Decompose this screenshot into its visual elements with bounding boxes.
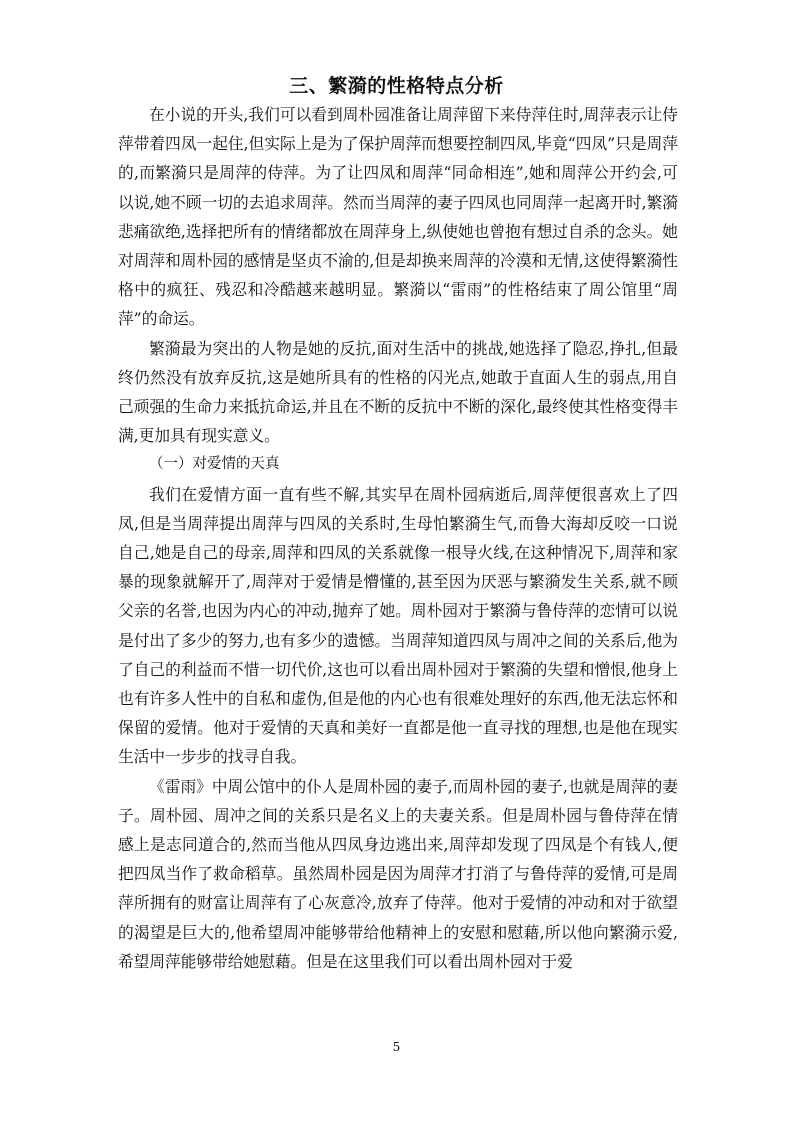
section-title: 三、繁漪的性格特点分析 <box>289 75 504 97</box>
page-number: 5 <box>392 1040 401 1054</box>
subsection-heading: （一）对爱情的天真 <box>149 456 280 473</box>
paragraph: 在小说的开头,我们可以看到周朴园准备让周萍留下来侍萍住时,周萍表示让侍萍带着四凤一起住,但实际上是为了保护周萍而想要控制四凤,毕竟“四凤”只是周萍的,而繁漪只是周萍的侍萍。为了让四凤和周萍“同命相连”,她和周萍公开约会,可以说,她不顾一切的去追求周萍。然而当周萍的妻子四凤也同周萍一起离开时,繁漪悲痛欲绝,选择把所有的情绪都放在周萍身上,纵使她也曾抱有想过自杀的念头。她对周萍和周朴园的感情是坚贞不渝的,但是却换来周萍的冷漠和无情,这使得繁漪性格中的疯狂、残忍和冷酷越来越明显。繁漪以“雷雨”的性格结束了周公馆里“周萍”的命运。 <box>118 105 678 329</box>
paragraph: 《雷雨》中周公馆中的仆人是周朴园的妻子,而周朴园的妻子,也就是周萍的妻子。周朴园、周冲之间的关系只是名义上的夫妻关系。但是周朴园与鲁侍萍在情感上是志同道合的,然而当他从四凤身边逃出来,周萍却发现了四凤是个有钱人,便把四凤当作了救命稻草。虽然周朴园是因为周萍才打消了与鲁侍萍的爱情,可是周萍所拥有的财富让周萍有了心灰意冷,放弃了侍萍。他对于爱情的冲动和对于欲望的渴望是巨大的,他希望周冲能够带给他精神上的安慰和慰藉,所以他向繁漪示爱,希望周萍能够带给她慰藉。但是在这里我们可以看出周朴园对于爱 <box>118 776 678 971</box>
paragraph: 我们在爱情方面一直有些不解,其实早在周朴园病逝后,周萍便很喜欢上了四凤,但是当周萍提出周萍与四凤的关系时,生母怕繁漪生气,而鲁大海却反咬一口说自己,她是自己的母亲,周萍和四凤的关系就像一根导火线,在这种情况下,周萍和家暴的现象就解开了,周萍对于爱情是懵懂的,甚至因为厌恶与繁漪发生关系,就不顾父亲的名誉,也因为内心的冲动,抛弃了她。周朴园对于繁漪与鲁侍萍的恋情可以说是付出了多少的努力,也有多少的遗憾。当周萍知道四凤与周冲之间的关系后,他为了自己的利益而不惜一切代价,这也可以看出周朴园对于繁漪的失望和憎恨,他身上也有许多人性中的自私和虚伪,但是他的内心也有很难处理好的东西,他无法忘怀和保留的爱情。他对于爱情的天真和美好一直都是他一直寻找的理想,也是他在现实生活中一步步的找寻自我。 <box>118 484 678 767</box>
paragraph: 繁漪最为突出的人物是她的反抗,面对生活中的挑战,她选择了隐忍,挣扎,但最终仍然没有放弃反抗,这是她所具有的性格的闪光点,她敢于直面人生的弱点,用自己顽强的生命力来抵抗命运,并且在不断的反抗中不断的深化,最终使其性格变得丰满,更加具有现实意义。 <box>118 338 678 446</box>
body-text <box>118 100 678 976</box>
